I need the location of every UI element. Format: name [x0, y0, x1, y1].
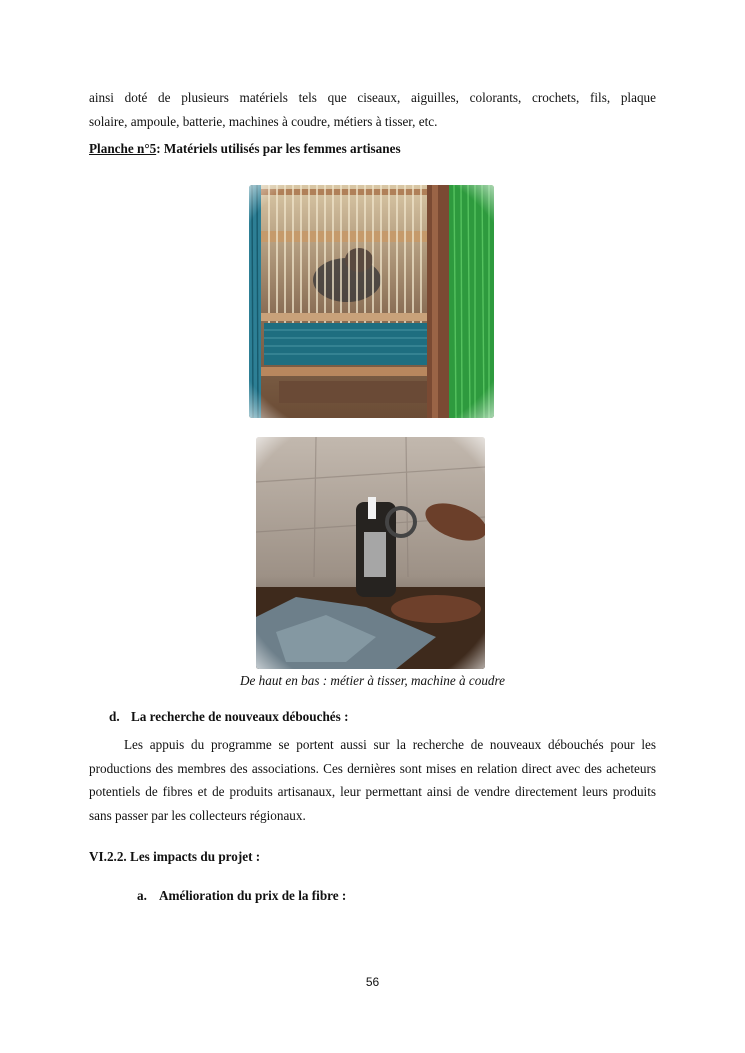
- intro-paragraph: [89, 86, 656, 133]
- section-d-paragraph: Les appuis du programme se portent aussi sur la recherche de nouveaux débouchés pour les productions des membres des associations. Ces dernières sont mises en relation direct avec des acheteurs potentiels de fibres et de produits artisanaux, leur permettant ainsi de vendre directement leurs produits sans passer par les collecteurs régionaux.: [89, 737, 656, 823]
- subsection-a-heading: [137, 888, 346, 904]
- page-number: 56: [365, 975, 380, 989]
- plate-title: [89, 141, 656, 157]
- plate-title-text: : Matériels utilisés par les femmes artisanes: [156, 141, 401, 156]
- plate-label: Planche n°5: [89, 141, 157, 156]
- loom-photo: [249, 185, 494, 418]
- sewing-machine-photo: [256, 437, 485, 669]
- section-d-title: La recherche de nouveaux débouchés :: [131, 709, 349, 724]
- subsection-a-marker: a.: [137, 888, 147, 903]
- section-d-heading: [109, 709, 348, 725]
- section-vi-heading: VI.2.2. Les impacts du projet :: [89, 849, 261, 864]
- intro-line-1: ainsi doté de plusieurs matériels tels que ciseaux, aiguilles, colorants, crochets, fils, plaque: [89, 90, 656, 105]
- section-d-paragraph-block: [89, 733, 656, 827]
- intro-line-2: solaire, ampoule, batterie, machines à coudre, métiers à tisser, etc.: [89, 113, 438, 129]
- section-d-marker: d.: [109, 709, 120, 724]
- subsection-a-title: Amélioration du prix de la fibre :: [159, 888, 347, 903]
- figure-caption: De haut en bas : métier à tisser, machine à coudre: [239, 673, 506, 688]
